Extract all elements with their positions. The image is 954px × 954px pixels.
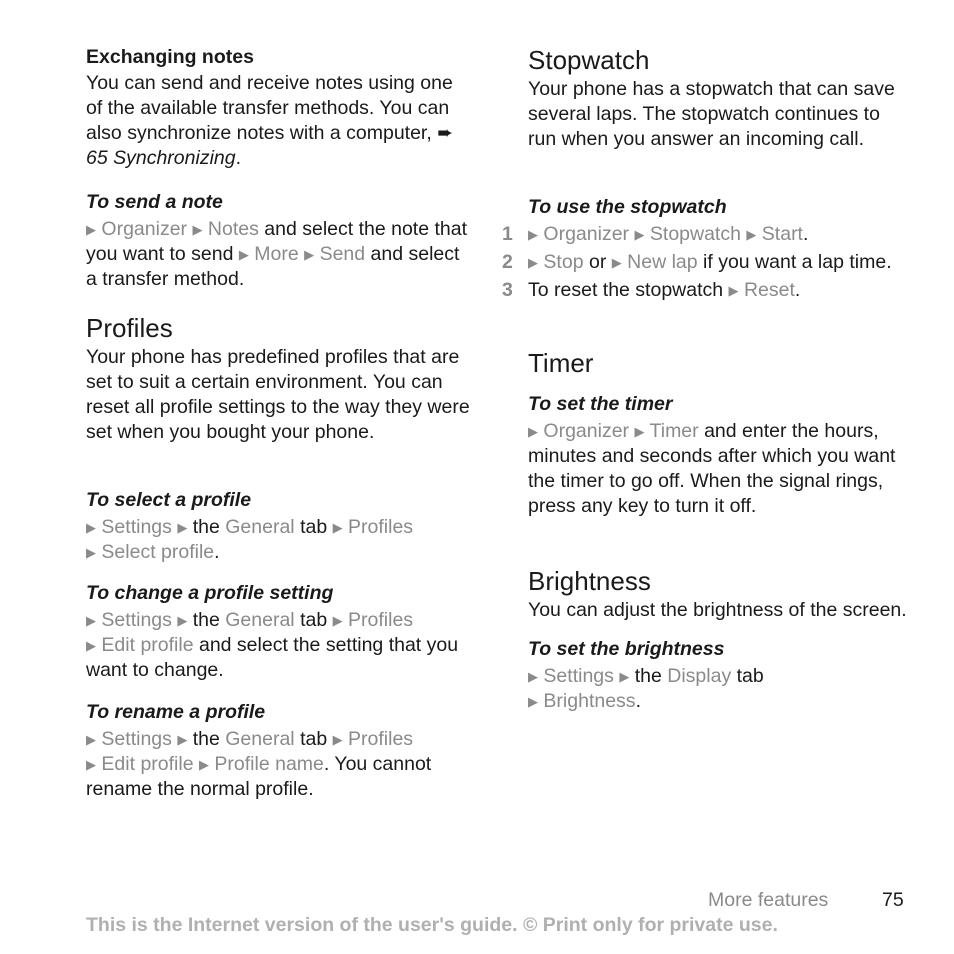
- menu-profiles: Profiles: [348, 609, 414, 631]
- menu-edit-profile: Edit profile: [101, 753, 194, 775]
- menu-settings: Settings: [543, 665, 614, 687]
- reference-arrow-icon: ➨: [437, 123, 454, 144]
- menu-arrow-icon: ▶: [86, 613, 96, 628]
- menu-arrow-icon: ▶: [332, 613, 343, 628]
- menu-arrow-icon: ▶: [177, 520, 188, 535]
- change-profile-section: [86, 581, 471, 683]
- menu-arrow-icon: ▶: [304, 247, 315, 262]
- menu-profiles: Profiles: [348, 516, 414, 538]
- menu-stop: Stop: [543, 251, 584, 273]
- exchanging-notes-text: You can send and receive notes using one of the available transfer methods. You can also synchronize notes with a computer, ➨ 65 Synchronizing.: [86, 72, 454, 169]
- stopwatch-section: [528, 45, 908, 152]
- menu-general: General: [225, 609, 295, 631]
- exchanging-notes-section: [86, 45, 471, 171]
- menu-settings: Settings: [101, 609, 172, 631]
- menu-settings: Settings: [101, 516, 172, 538]
- menu-arrow-icon: ▶: [192, 222, 203, 237]
- stopwatch-text: Your phone has a stopwatch that can save several laps. The stopwatch continues to run when you answer an incoming call.: [528, 78, 895, 150]
- send-note-instructions: ▶ Organizer ▶ Notes and select the note that you want to send ▶ More ▶ Send and select a transfer method.: [86, 218, 467, 290]
- menu-arrow-icon: ▶: [528, 694, 538, 709]
- select-profile-instructions: ▶ Settings ▶ the General tab ▶ Profiles ▶ Select profile.: [86, 516, 414, 563]
- menu-settings: Settings: [101, 728, 172, 750]
- menu-arrow-icon: ▶: [86, 732, 96, 747]
- stopwatch-step-3: 3 To reset the stopwatch ▶ Reset.: [502, 279, 801, 301]
- menu-arrow-icon: ▶: [177, 732, 188, 747]
- rename-profile-heading: To rename a profile: [86, 701, 266, 723]
- step-number: 1: [502, 223, 513, 245]
- menu-send: Send: [319, 243, 366, 265]
- menu-arrow-icon: ▶: [746, 227, 757, 242]
- menu-timer: Timer: [649, 420, 699, 442]
- menu-arrow-icon: ▶: [198, 757, 209, 772]
- rename-profile-instructions: ▶ Settings ▶ the General tab ▶ Profiles ▶ Edit profile ▶ Profile name. You cannot rename the normal profile.: [86, 728, 432, 800]
- menu-select-profile: Select profile: [101, 541, 215, 563]
- menu-arrow-icon: ▶: [86, 638, 96, 653]
- menu-organizer: Organizer: [101, 218, 188, 240]
- menu-organizer: Organizer: [543, 223, 630, 245]
- select-profile-section: [86, 488, 471, 565]
- menu-arrow-icon: ▶: [86, 757, 96, 772]
- brightness-heading: Brightness: [528, 566, 651, 596]
- use-stopwatch-section: [502, 195, 908, 303]
- menu-arrow-icon: ▶: [86, 222, 96, 237]
- menu-more: More: [254, 243, 299, 265]
- profiles-text: Your phone has predefined profiles that are set to suit a certain environment. You can reset all profile settings to the way they were set when you bought your phone.: [86, 346, 470, 443]
- set-timer-instructions: ▶ Organizer ▶ Timer and enter the hours, minutes and seconds after which you want the timer to go off. When the signal rings, press any key to turn it off.: [528, 420, 896, 517]
- change-profile-heading: To change a profile setting: [86, 582, 334, 604]
- footer-disclaimer: This is the Internet version of the user's guide. © Print only for private use.: [86, 914, 778, 936]
- menu-general: General: [225, 516, 295, 538]
- menu-arrow-icon: ▶: [528, 227, 538, 242]
- menu-arrow-icon: ▶: [528, 669, 538, 684]
- menu-profiles: Profiles: [348, 728, 414, 750]
- menu-arrow-icon: ▶: [332, 520, 343, 535]
- menu-arrow-icon: ▶: [728, 283, 739, 298]
- menu-arrow-icon: ▶: [528, 255, 538, 270]
- set-brightness-heading: To set the brightness: [528, 638, 725, 660]
- step-number: 2: [502, 251, 513, 273]
- menu-arrow-icon: ▶: [634, 424, 645, 439]
- menu-arrow-icon: ▶: [634, 227, 645, 242]
- menu-arrow-icon: ▶: [611, 255, 622, 270]
- send-note-section: [86, 190, 471, 292]
- menu-general: General: [225, 728, 295, 750]
- select-profile-heading: To select a profile: [86, 489, 252, 511]
- brightness-text: You can adjust the brightness of the screen.: [528, 599, 907, 621]
- change-profile-instructions: ▶ Settings ▶ the General tab ▶ Profiles ▶ Edit profile and select the setting that you want to change.: [86, 609, 459, 681]
- footer-section-title: More features: [708, 889, 829, 911]
- menu-arrow-icon: ▶: [86, 545, 96, 560]
- page-number: 75: [882, 889, 904, 911]
- menu-arrow-icon: ▶: [332, 732, 343, 747]
- stopwatch-heading: Stopwatch: [528, 45, 650, 75]
- step-number: 3: [502, 279, 513, 301]
- set-brightness-instructions: ▶ Settings ▶ the Display tab ▶ Brightness.: [528, 665, 764, 712]
- menu-arrow-icon: ▶: [86, 520, 96, 535]
- set-timer-heading: To set the timer: [528, 393, 673, 415]
- timer-heading: Timer: [528, 348, 594, 378]
- menu-organizer: Organizer: [543, 420, 630, 442]
- brightness-section: [528, 566, 908, 714]
- use-stopwatch-heading: To use the stopwatch: [528, 196, 727, 218]
- menu-new-lap: New lap: [627, 251, 698, 273]
- menu-notes: Notes: [207, 218, 259, 240]
- menu-arrow-icon: ▶: [528, 424, 538, 439]
- synchronizing-reference-link[interactable]: 65 Synchronizing: [86, 147, 236, 169]
- exchanging-notes-heading: Exchanging notes: [86, 46, 254, 68]
- menu-arrow-icon: ▶: [619, 669, 630, 684]
- stopwatch-step-1: 1 ▶ Organizer ▶ Stopwatch ▶ Start.: [502, 223, 809, 245]
- menu-arrow-icon: ▶: [177, 613, 188, 628]
- rename-profile-section: [86, 700, 471, 802]
- menu-display: Display: [667, 665, 732, 687]
- menu-stopwatch: Stopwatch: [649, 223, 741, 245]
- menu-brightness: Brightness: [543, 690, 636, 712]
- send-note-heading: To send a note: [86, 191, 223, 213]
- profiles-section: [86, 313, 471, 445]
- menu-edit-profile: Edit profile: [101, 634, 194, 656]
- menu-reset: Reset: [743, 279, 795, 301]
- stopwatch-step-2: 2 ▶ Stop or ▶ New lap if you want a lap time.: [502, 251, 892, 273]
- menu-profile-name: Profile name: [214, 753, 324, 775]
- timer-section: [528, 348, 908, 519]
- menu-arrow-icon: ▶: [238, 247, 249, 262]
- profiles-heading: Profiles: [86, 313, 173, 343]
- menu-start: Start: [761, 223, 803, 245]
